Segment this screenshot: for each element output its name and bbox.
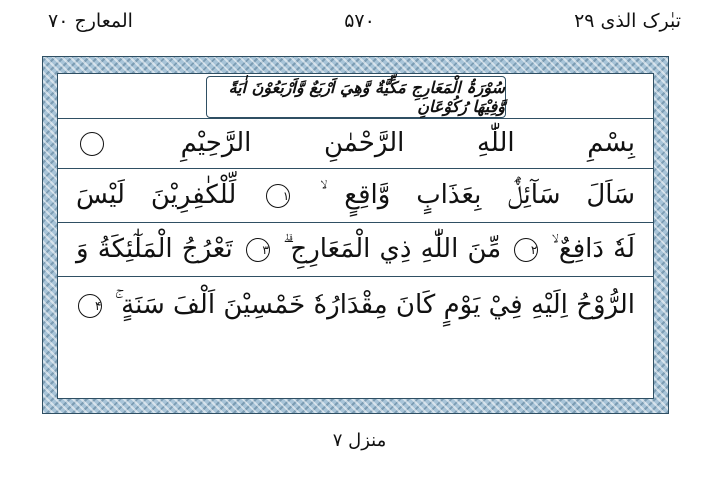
ayah-marker: ۳: [246, 238, 270, 262]
text-panel: [57, 73, 654, 399]
divider: [58, 118, 653, 119]
verse-text: تَعْرُجُ الْمَلٰٓئِكَةُ وَ: [76, 234, 233, 264]
surah-title-banner: سُوْرَۃُ الْمَعَارِجِ مَكِّيَّةٌ وَّهِيَ اَرْبَعٌ وَّاَرْبَعُوْنَ اٰيَةً وَّفِيْهَا رُكُوْعَانِ: [206, 76, 506, 118]
bismillah-text: بِسْمِ اللّٰهِ الرَّحْمٰنِ الرَّحِيْمِ: [180, 128, 635, 158]
bismillah-line: [76, 124, 635, 162]
verse-text: لَهٗ دَافِعٌ ۙ: [551, 234, 635, 264]
divider: [58, 276, 653, 277]
verse-text: مِّنَ اللّٰهِ ذِي الْمَعَارِجِ ۗ: [283, 234, 502, 264]
juz-name: تبٰرک الذی ۲۹: [574, 10, 681, 32]
page-number: ۵۷۰: [344, 10, 375, 32]
ayah-marker: ۴: [78, 294, 102, 318]
verse-text: سَاَلَ سَآئِلٌۢ بِعَذَابٍ وَّاقِعٍ ۙ: [320, 180, 636, 210]
verse-text: الرُّوْحُ اِلَيْهِ فِيْ يَوْمٍ كَانَ مِقْدَارُهٗ خَمْسِيْنَ اَلْفَ سَنَةٍ ۚ: [114, 290, 635, 320]
ayah-marker: ۲: [514, 238, 538, 262]
surah-name-header: المعارج ۷۰: [48, 10, 133, 32]
decorative-page-border: [42, 56, 669, 414]
divider: [58, 168, 653, 169]
bismillah-circle: [80, 132, 104, 156]
verse-line-2: [76, 230, 635, 268]
ayah-marker: ۱: [266, 184, 290, 208]
manzil-label: منزل ۷: [332, 430, 387, 451]
verse-line-3: [76, 286, 635, 324]
divider: [58, 222, 653, 223]
verse-text: لِّلْكٰفِرِيْنَ لَيْسَ: [76, 180, 237, 210]
verse-line-1: [76, 176, 635, 214]
